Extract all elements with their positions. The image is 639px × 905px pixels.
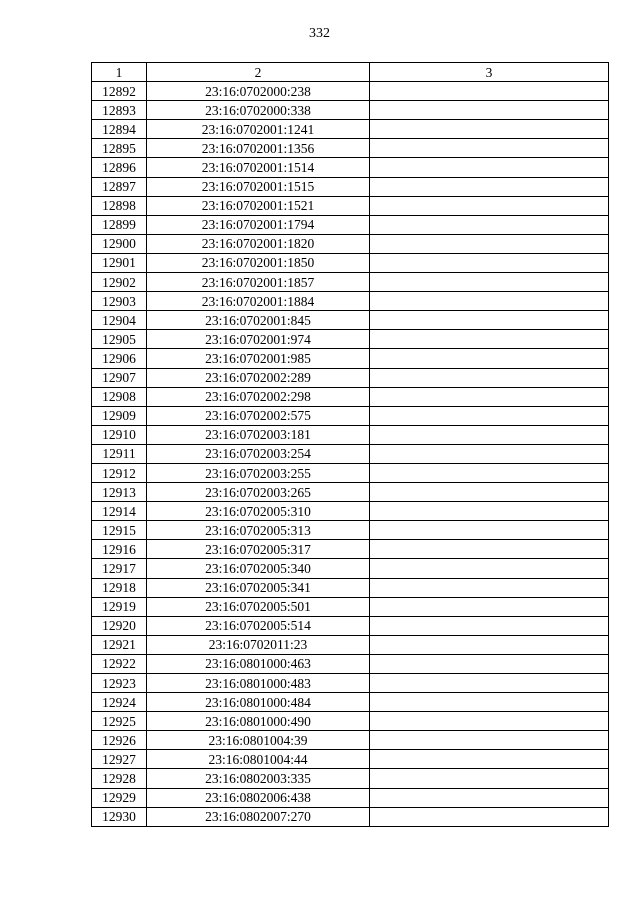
row-number-cell: 12915 <box>92 521 147 540</box>
row-number-cell: 12918 <box>92 578 147 597</box>
notes-cell <box>370 234 609 253</box>
cadastral-number-cell: 23:16:0702000:338 <box>147 101 370 120</box>
notes-cell <box>370 406 609 425</box>
notes-cell <box>370 654 609 673</box>
table-row <box>92 712 609 731</box>
row-number-cell: 12905 <box>92 330 147 349</box>
notes-cell <box>370 444 609 463</box>
notes-cell <box>370 120 609 139</box>
cadastral-number-cell: 23:16:0702005:514 <box>147 616 370 635</box>
notes-cell <box>370 635 609 654</box>
table-row <box>92 330 609 349</box>
cadastral-number-cell: 23:16:0702003:181 <box>147 425 370 444</box>
cadastral-number-cell: 23:16:0702005:313 <box>147 521 370 540</box>
notes-cell <box>370 330 609 349</box>
row-number-cell: 12922 <box>92 654 147 673</box>
row-number-cell: 12921 <box>92 635 147 654</box>
cadastral-number-cell: 23:16:0702001:1820 <box>147 234 370 253</box>
notes-cell <box>370 616 609 635</box>
cadastral-number-cell: 23:16:0801000:463 <box>147 654 370 673</box>
table-row <box>92 368 609 387</box>
notes-cell <box>370 177 609 196</box>
notes-cell <box>370 311 609 330</box>
notes-cell <box>370 578 609 597</box>
notes-cell <box>370 463 609 482</box>
table-row <box>92 616 609 635</box>
cadastral-number-cell: 23:16:0702001:1857 <box>147 273 370 292</box>
notes-cell <box>370 253 609 272</box>
table-row <box>92 463 609 482</box>
row-number-cell: 12909 <box>92 406 147 425</box>
table-row <box>92 693 609 712</box>
notes-cell <box>370 82 609 101</box>
notes-cell <box>370 788 609 807</box>
row-number-cell: 12903 <box>92 292 147 311</box>
column-header-2: 2 <box>147 63 370 82</box>
cadastral-number-cell: 23:16:0702001:1515 <box>147 177 370 196</box>
notes-cell <box>370 559 609 578</box>
notes-cell <box>370 292 609 311</box>
row-number-cell: 12906 <box>92 349 147 368</box>
notes-cell <box>370 521 609 540</box>
table-row <box>92 521 609 540</box>
table-row <box>92 82 609 101</box>
notes-cell <box>370 349 609 368</box>
row-number-cell: 12912 <box>92 463 147 482</box>
table-row <box>92 158 609 177</box>
cadastral-number-cell: 23:16:0801000:484 <box>147 693 370 712</box>
cadastral-number-cell: 23:16:0801004:44 <box>147 750 370 769</box>
column-header-1: 1 <box>92 63 147 82</box>
table-row <box>92 196 609 215</box>
notes-cell <box>370 368 609 387</box>
page-number: 332 <box>309 26 330 41</box>
table-row <box>92 769 609 788</box>
cadastral-table <box>91 62 609 827</box>
cadastral-number-cell: 23:16:0802007:270 <box>147 807 370 826</box>
cadastral-number-cell: 23:16:0702001:845 <box>147 311 370 330</box>
cadastral-number-cell: 23:16:0702001:1356 <box>147 139 370 158</box>
table-row <box>92 788 609 807</box>
cadastral-number-cell: 23:16:0801000:490 <box>147 712 370 731</box>
row-number-cell: 12927 <box>92 750 147 769</box>
table-row <box>92 120 609 139</box>
table-row <box>92 540 609 559</box>
row-number-cell: 12928 <box>92 769 147 788</box>
table-row <box>92 425 609 444</box>
column-header-3: 3 <box>370 63 609 82</box>
notes-cell <box>370 597 609 616</box>
cadastral-number-cell: 23:16:0702001:1521 <box>147 196 370 215</box>
cadastral-number-cell: 23:16:0801004:39 <box>147 731 370 750</box>
row-number-cell: 12913 <box>92 483 147 502</box>
row-number-cell: 12914 <box>92 502 147 521</box>
notes-cell <box>370 483 609 502</box>
notes-cell <box>370 502 609 521</box>
cadastral-number-cell: 23:16:0702003:265 <box>147 483 370 502</box>
row-number-cell: 12901 <box>92 253 147 272</box>
table-row <box>92 731 609 750</box>
table-row <box>92 292 609 311</box>
row-number-cell: 12929 <box>92 788 147 807</box>
table-row <box>92 406 609 425</box>
notes-cell <box>370 769 609 788</box>
cadastral-number-cell: 23:16:0702011:23 <box>147 635 370 654</box>
cadastral-number-cell: 23:16:0702002:289 <box>147 368 370 387</box>
cadastral-number-cell: 23:16:0702001:1514 <box>147 158 370 177</box>
cadastral-number-cell: 23:16:0702000:238 <box>147 82 370 101</box>
table-row <box>92 139 609 158</box>
row-number-cell: 12893 <box>92 101 147 120</box>
table-row <box>92 273 609 292</box>
row-number-cell: 12925 <box>92 712 147 731</box>
row-number-cell: 12904 <box>92 311 147 330</box>
notes-cell <box>370 101 609 120</box>
row-number-cell: 12896 <box>92 158 147 177</box>
row-number-cell: 12911 <box>92 444 147 463</box>
notes-cell <box>370 807 609 826</box>
table-header-row <box>92 63 609 82</box>
notes-cell <box>370 215 609 234</box>
row-number-cell: 12917 <box>92 559 147 578</box>
table-row <box>92 654 609 673</box>
table-row <box>92 635 609 654</box>
row-number-cell: 12924 <box>92 693 147 712</box>
table-row <box>92 234 609 253</box>
table-row <box>92 807 609 826</box>
notes-cell <box>370 387 609 406</box>
cadastral-number-cell: 23:16:0702005:310 <box>147 502 370 521</box>
cadastral-number-cell: 23:16:0702001:1884 <box>147 292 370 311</box>
row-number-cell: 12900 <box>92 234 147 253</box>
cadastral-number-cell: 23:16:0802006:438 <box>147 788 370 807</box>
row-number-cell: 12930 <box>92 807 147 826</box>
cadastral-number-cell: 23:16:0702002:298 <box>147 387 370 406</box>
table-row <box>92 444 609 463</box>
notes-cell <box>370 139 609 158</box>
table-row <box>92 578 609 597</box>
notes-cell <box>370 731 609 750</box>
cadastral-number-cell: 23:16:0702002:575 <box>147 406 370 425</box>
row-number-cell: 12926 <box>92 731 147 750</box>
table-row <box>92 559 609 578</box>
row-number-cell: 12898 <box>92 196 147 215</box>
table-row <box>92 349 609 368</box>
table-row <box>92 597 609 616</box>
row-number-cell: 12902 <box>92 273 147 292</box>
row-number-cell: 12923 <box>92 674 147 693</box>
cadastral-number-cell: 23:16:0702001:974 <box>147 330 370 349</box>
notes-cell <box>370 674 609 693</box>
cadastral-number-cell: 23:16:0702001:1850 <box>147 253 370 272</box>
cadastral-number-cell: 23:16:0801000:483 <box>147 674 370 693</box>
notes-cell <box>370 693 609 712</box>
row-number-cell: 12916 <box>92 540 147 559</box>
table-row <box>92 215 609 234</box>
notes-cell <box>370 750 609 769</box>
table-row <box>92 750 609 769</box>
row-number-cell: 12895 <box>92 139 147 158</box>
table-row <box>92 101 609 120</box>
table-row <box>92 177 609 196</box>
notes-cell <box>370 425 609 444</box>
table-row <box>92 253 609 272</box>
notes-cell <box>370 158 609 177</box>
table-row <box>92 483 609 502</box>
notes-cell <box>370 273 609 292</box>
cadastral-number-cell: 23:16:0702005:501 <box>147 597 370 616</box>
notes-cell <box>370 540 609 559</box>
cadastral-number-cell: 23:16:0702001:985 <box>147 349 370 368</box>
cadastral-number-cell: 23:16:0702001:1794 <box>147 215 370 234</box>
row-number-cell: 12920 <box>92 616 147 635</box>
row-number-cell: 12907 <box>92 368 147 387</box>
row-number-cell: 12897 <box>92 177 147 196</box>
row-number-cell: 12910 <box>92 425 147 444</box>
row-number-cell: 12892 <box>92 82 147 101</box>
cadastral-number-cell: 23:16:0702003:255 <box>147 463 370 482</box>
cadastral-number-cell: 23:16:0702005:317 <box>147 540 370 559</box>
cadastral-number-cell: 23:16:0702003:254 <box>147 444 370 463</box>
row-number-cell: 12908 <box>92 387 147 406</box>
table-row <box>92 311 609 330</box>
row-number-cell: 12899 <box>92 215 147 234</box>
table-row <box>92 387 609 406</box>
notes-cell <box>370 196 609 215</box>
row-number-cell: 12919 <box>92 597 147 616</box>
cadastral-number-cell: 23:16:0702005:341 <box>147 578 370 597</box>
row-number-cell: 12894 <box>92 120 147 139</box>
notes-cell <box>370 712 609 731</box>
cadastral-number-cell: 23:16:0802003:335 <box>147 769 370 788</box>
table-row <box>92 674 609 693</box>
cadastral-number-cell: 23:16:0702005:340 <box>147 559 370 578</box>
table-row <box>92 502 609 521</box>
table-body <box>92 82 609 827</box>
cadastral-number-cell: 23:16:0702001:1241 <box>147 120 370 139</box>
